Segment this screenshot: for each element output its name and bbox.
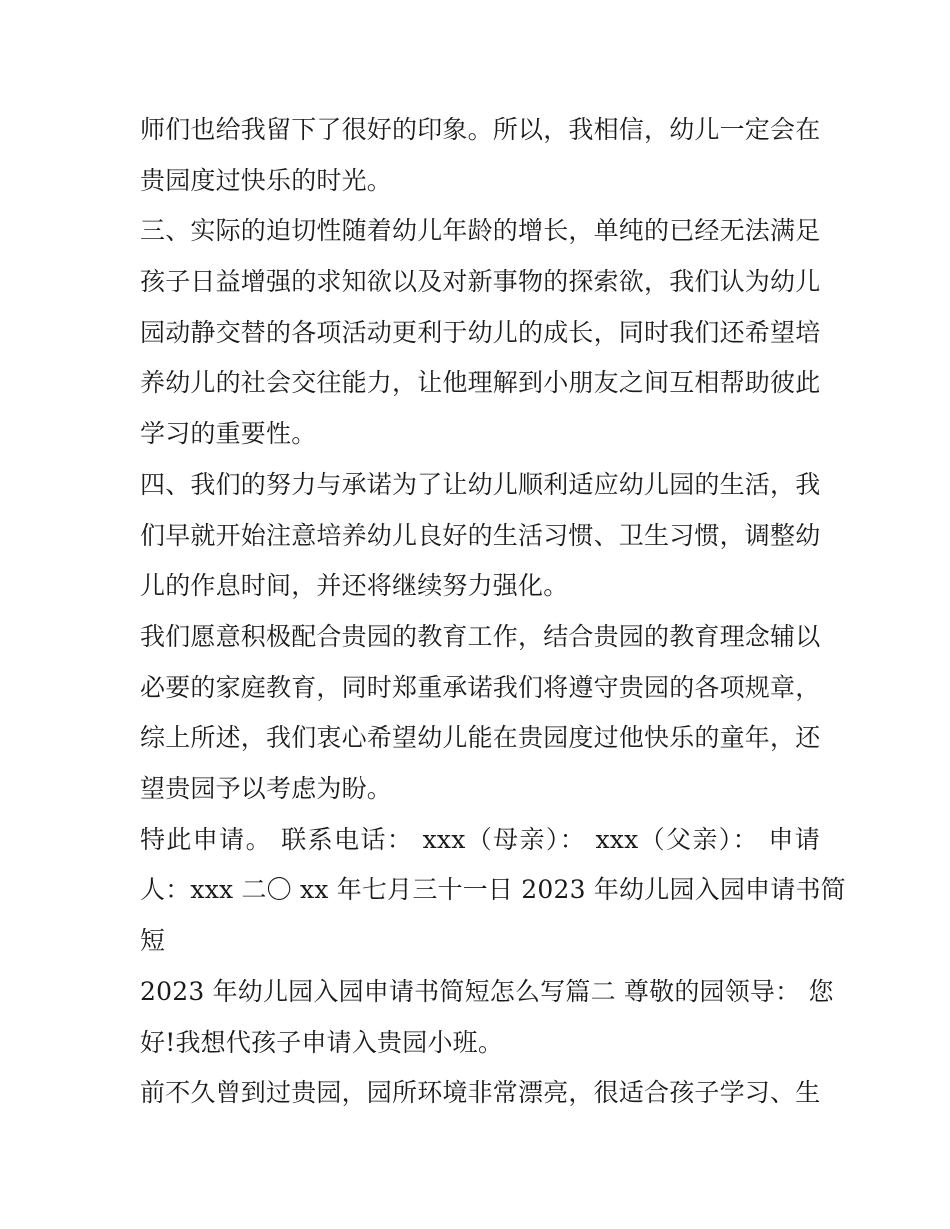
text-line: 短	[140, 926, 166, 955]
text-line: 贵园度过快乐的时光。	[140, 166, 393, 195]
text-line: 养幼儿的社会交往能力，让他理解到小朋友之间互相帮助彼此	[140, 368, 821, 397]
text-line: 望贵园予以考虑为盼。	[140, 774, 393, 803]
text-line: 园动静交替的各项活动更利于幼儿的成长，同时我们还希望培	[140, 318, 821, 347]
text-line: 前不久曾到过贵园，园所环境非常漂亮，很适合孩子学习、生	[140, 1078, 821, 1107]
text-line: 好!我想代孩子申请入贵园小班。	[140, 1028, 504, 1057]
text-line: 2023 年幼儿园入园申请书简短怎么写篇二 尊敬的园领导： 您	[140, 977, 834, 1006]
text-line: 孩子日益增强的求知欲以及对新事物的探索欲，我们认为幼儿	[140, 267, 821, 296]
text-line: 综上所述，我们衷心希望幼儿能在贵园度过他快乐的童年，还	[140, 723, 821, 752]
text-line: 学习的重要性。	[140, 419, 317, 448]
text-line: 四、我们的努力与承诺为了让幼儿顺利适应幼儿园的生活，我	[140, 470, 821, 499]
text-line: 三、实际的迫切性随着幼儿年龄的增长，单纯的已经无法满足	[140, 216, 821, 245]
text-line: 特此申请。 联系电话： xxx（母亲）： xxx（父亲）： 申请	[140, 825, 820, 854]
text-line: 们早就开始注意培养幼儿良好的生活习惯、卫生习惯，调整幼	[140, 521, 821, 550]
text-line: 人：xxx 二〇 xx 年七月三十一日 2023 年幼儿园入园申请书简	[140, 875, 846, 904]
text-line: 儿的作息时间，并还将继续努力强化。	[140, 571, 569, 600]
text-line: 师们也给我留下了很好的印象。所以，我相信，幼儿一定会在	[140, 115, 821, 144]
text-line: 必要的家庭教育，同时郑重承诺我们将遵守贵园的各项规章，	[140, 673, 821, 702]
text-line: 我们愿意积极配合贵园的教育工作，结合贵园的教育理念辅以	[140, 622, 821, 651]
